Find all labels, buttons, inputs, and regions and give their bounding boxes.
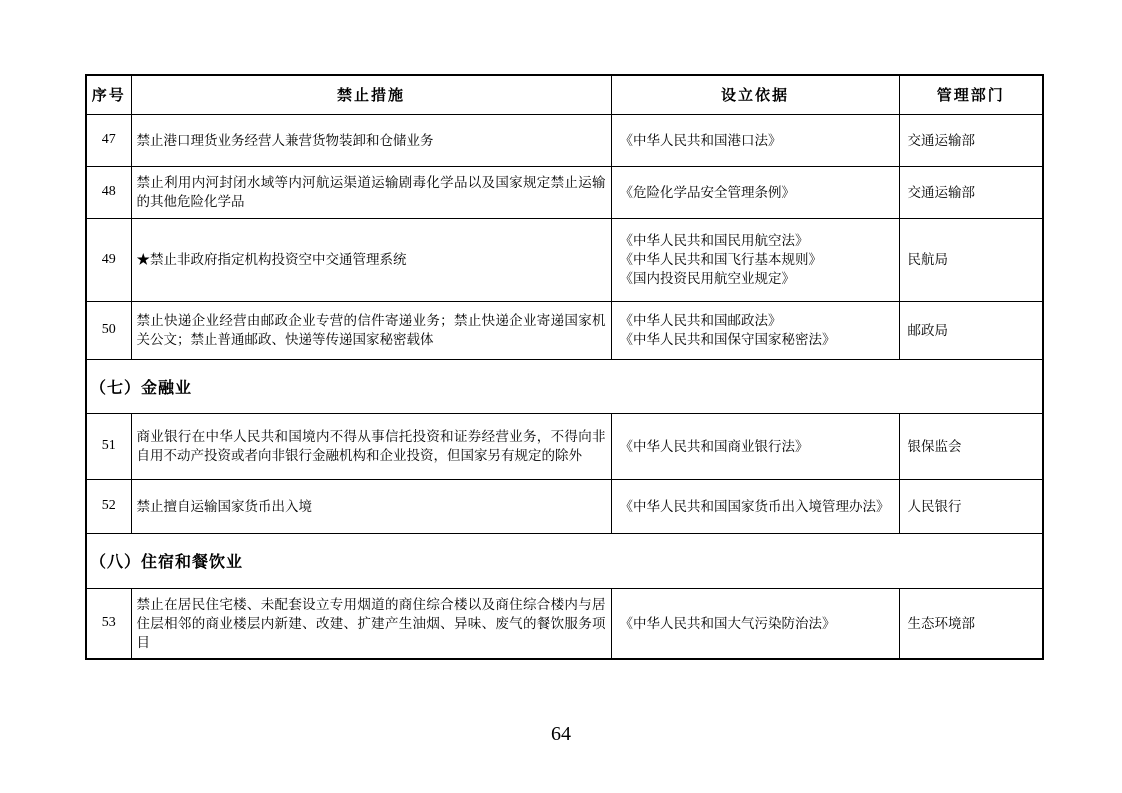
basis-line: 《中华人民共和国国家货币出入境管理办法》 bbox=[619, 498, 890, 514]
prohibited-measure-cell: 禁止利用内河封闭水域等内河航运渠道运输剧毒化学品以及国家规定禁止运输的其他危险化学品 bbox=[131, 166, 611, 218]
prohibited-measure-cell: 禁止快递企业经营由邮政企业专营的信件寄递业务；禁止快递企业寄递国家机关公文；禁止普通邮政、快递等传递国家秘密载体 bbox=[131, 301, 611, 359]
management-department-cell: 民航局 bbox=[899, 218, 1043, 301]
management-department-cell: 生态环境部 bbox=[899, 588, 1043, 659]
column-header-management-department: 管理部门 bbox=[899, 75, 1043, 114]
management-department-cell: 交通运输部 bbox=[899, 166, 1043, 218]
negative-list-table bbox=[85, 74, 1044, 660]
establishment-basis-cell bbox=[611, 218, 899, 301]
serial-number-cell: 50 bbox=[86, 301, 131, 359]
basis-line: 《中华人民共和国商业银行法》 bbox=[619, 438, 809, 454]
prohibited-measure-cell: ★禁止非政府指定机构投资空中交通管理系统 bbox=[131, 218, 611, 301]
prohibited-measure-cell: 禁止擅自运输国家货币出入境 bbox=[131, 479, 611, 533]
establishment-basis-cell bbox=[611, 301, 899, 359]
page-number: 64 bbox=[551, 723, 571, 745]
section-header-label: （八）住宿和餐饮业 bbox=[86, 533, 1043, 588]
prohibited-measure-cell: 禁止港口理货业务经营人兼营货物装卸和仓储业务 bbox=[131, 114, 611, 166]
serial-number-cell: 48 bbox=[86, 166, 131, 218]
basis-line: 《中华人民共和国港口法》 bbox=[619, 132, 782, 148]
management-department-cell: 人民银行 bbox=[899, 479, 1043, 533]
column-header-establishment-basis: 设立依据 bbox=[611, 75, 899, 114]
section-header-label: （七）金融业 bbox=[86, 359, 1043, 413]
management-department-cell: 交通运输部 bbox=[899, 114, 1043, 166]
prohibited-measure-cell: 商业银行在中华人民共和国境内不得从事信托投资和证券经营业务，不得向非自用不动产投资或者向非银行金融机构和企业投资，但国家另有规定的除外 bbox=[131, 413, 611, 479]
management-department-cell: 邮政局 bbox=[899, 301, 1043, 359]
basis-line: 《中华人民共和国民用航空法》 bbox=[619, 233, 809, 248]
table-row bbox=[86, 413, 1043, 479]
column-header-prohibited-measure: 禁止措施 bbox=[131, 75, 611, 114]
basis-line: 《国内投资民用航空业规定》 bbox=[619, 271, 795, 286]
table-body bbox=[86, 114, 1043, 659]
section-header-row bbox=[86, 533, 1043, 588]
table-row bbox=[86, 588, 1043, 659]
establishment-basis-cell bbox=[611, 114, 899, 166]
table-header-row bbox=[86, 75, 1043, 114]
establishment-basis-cell bbox=[611, 166, 899, 218]
serial-number-cell: 49 bbox=[86, 218, 131, 301]
serial-number-cell: 52 bbox=[86, 479, 131, 533]
prohibited-measure-cell: 禁止在居民住宅楼、未配套设立专用烟道的商住综合楼以及商住综合楼内与居住层相邻的商业楼层内新建、改建、扩建产生油烟、异味、废气的餐饮服务项目 bbox=[131, 588, 611, 659]
serial-number-cell: 47 bbox=[86, 114, 131, 166]
table-row bbox=[86, 301, 1043, 359]
basis-line: 《中华人民共和国飞行基本规则》 bbox=[619, 252, 822, 267]
table-row bbox=[86, 166, 1043, 218]
establishment-basis-cell bbox=[611, 588, 899, 659]
basis-line: 《危险化学品安全管理条例》 bbox=[619, 184, 795, 200]
basis-line: 《中华人民共和国保守国家秘密法》 bbox=[619, 332, 836, 347]
table-row bbox=[86, 114, 1043, 166]
establishment-basis-cell bbox=[611, 479, 899, 533]
column-header-serial-number: 序号 bbox=[86, 75, 131, 114]
serial-number-cell: 53 bbox=[86, 588, 131, 659]
basis-line: 《中华人民共和国邮政法》 bbox=[619, 313, 782, 328]
table-row bbox=[86, 218, 1043, 301]
management-department-cell: 银保监会 bbox=[899, 413, 1043, 479]
section-header-row bbox=[86, 359, 1043, 413]
establishment-basis-cell bbox=[611, 413, 899, 479]
basis-line: 《中华人民共和国大气污染防治法》 bbox=[619, 615, 836, 631]
table-row bbox=[86, 479, 1043, 533]
serial-number-cell: 51 bbox=[86, 413, 131, 479]
